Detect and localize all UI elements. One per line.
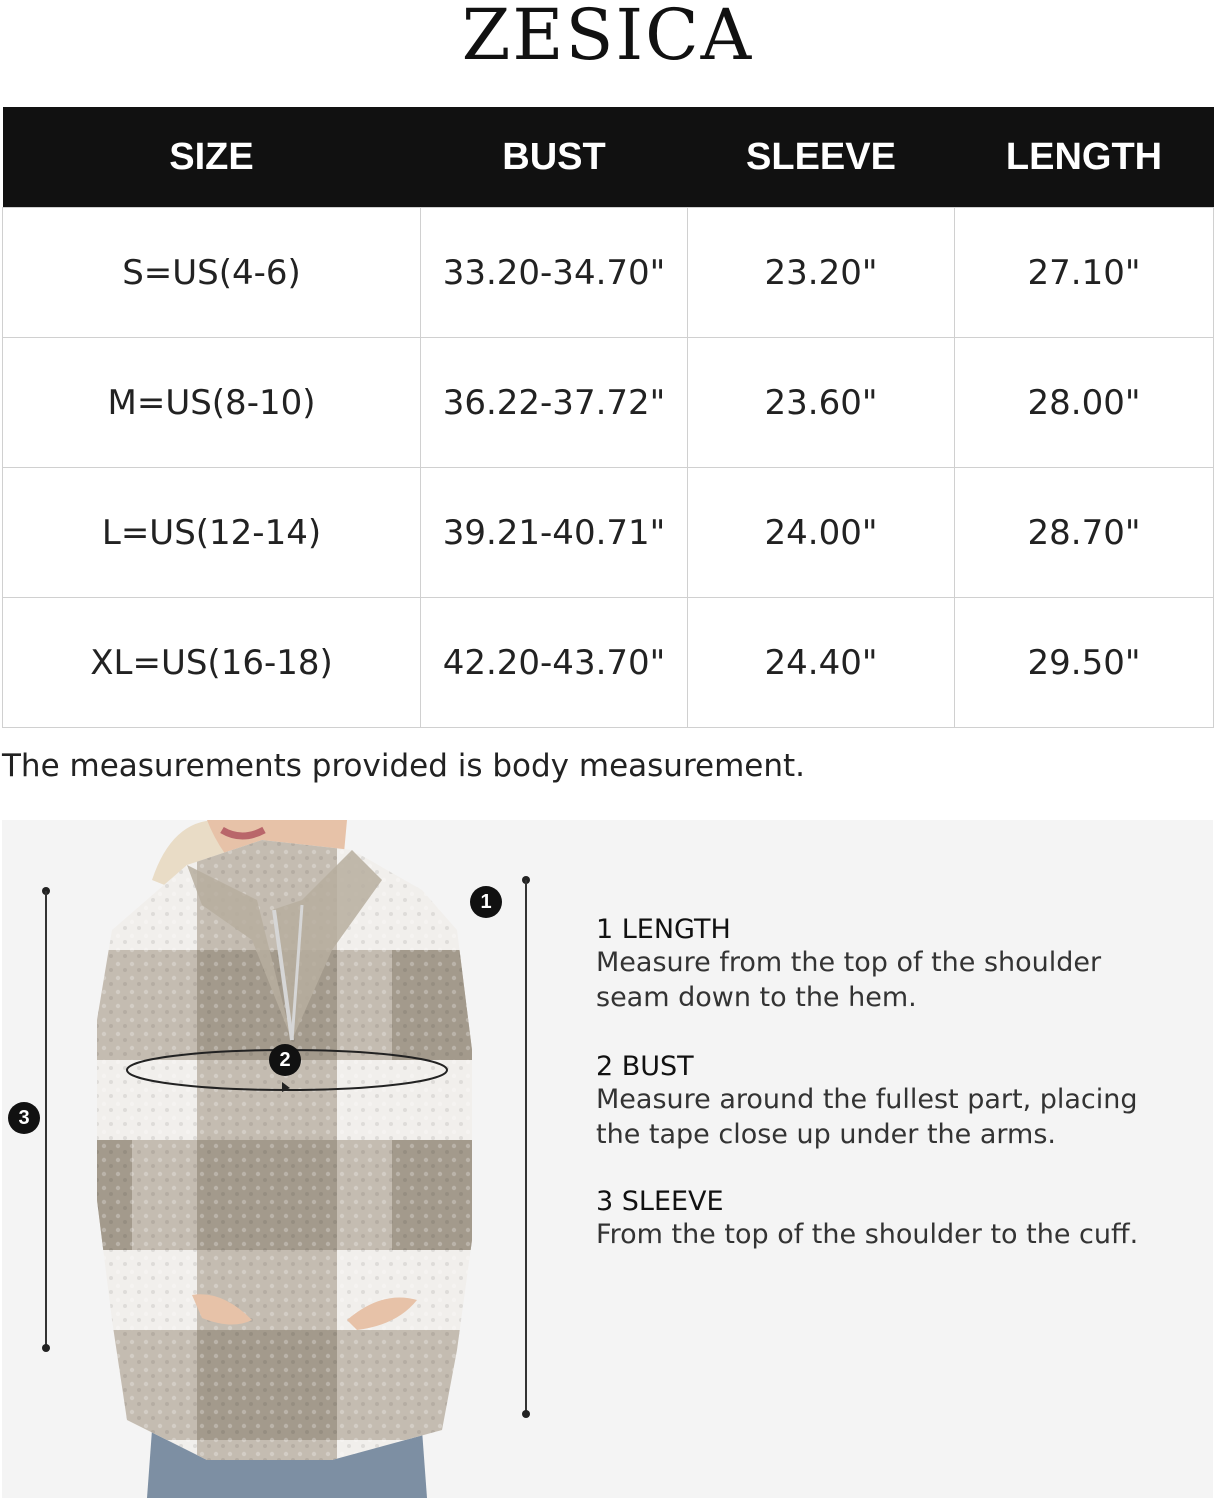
cell-size: M=US(8-10) bbox=[3, 338, 421, 468]
table-row bbox=[3, 208, 1214, 338]
cell-bust: 42.20-43.70" bbox=[421, 598, 688, 728]
cell-size: S=US(4-6) bbox=[3, 208, 421, 338]
cell-bust: 33.20-34.70" bbox=[421, 208, 688, 338]
header-bust: BUST bbox=[421, 107, 688, 208]
cell-length: 29.50" bbox=[955, 598, 1214, 728]
legend-length-desc-line1: Measure from the top of the shoulder bbox=[596, 947, 1102, 978]
badge-3: 3 bbox=[8, 1102, 40, 1134]
model-photo bbox=[2, 820, 562, 1498]
header-length: LENGTH bbox=[955, 107, 1214, 208]
legend-length bbox=[596, 914, 1156, 1015]
cell-sleeve: 24.00" bbox=[688, 468, 955, 598]
legend-length-title: 1 LENGTH bbox=[596, 914, 731, 945]
legend-bust-title: 2 BUST bbox=[596, 1051, 694, 1082]
table-row bbox=[3, 338, 1214, 468]
legend-sleeve bbox=[596, 1186, 1156, 1252]
cell-size: XL=US(16-18) bbox=[3, 598, 421, 728]
cell-sleeve: 23.20" bbox=[688, 208, 955, 338]
badge-2: 2 bbox=[269, 1044, 301, 1076]
cell-bust: 39.21-40.71" bbox=[421, 468, 688, 598]
cell-size: L=US(12-14) bbox=[3, 468, 421, 598]
cell-length: 28.70" bbox=[955, 468, 1214, 598]
measurement-note: The measurements provided is body measurement. bbox=[2, 748, 806, 784]
legend-sleeve-desc-line1: From the top of the shoulder to the cuff. bbox=[596, 1219, 1139, 1250]
legend-bust bbox=[596, 1051, 1156, 1152]
legend-sleeve-title: 3 SLEEVE bbox=[596, 1186, 724, 1217]
cell-sleeve: 24.40" bbox=[688, 598, 955, 728]
legend-bust-desc-line2: the tape close up under the arms. bbox=[596, 1119, 1056, 1150]
header-size: SIZE bbox=[3, 107, 421, 208]
length-guide-line bbox=[525, 880, 527, 1414]
length-guide-bottom-dot bbox=[522, 1410, 530, 1418]
table-row bbox=[3, 598, 1214, 728]
cell-length: 27.10" bbox=[955, 208, 1214, 338]
badge-1: 1 bbox=[470, 886, 502, 918]
legend-bust-desc-line1: Measure around the fullest part, placing bbox=[596, 1084, 1138, 1115]
table-row bbox=[3, 468, 1214, 598]
legend-length-desc-line2: seam down to the hem. bbox=[596, 982, 917, 1013]
sleeve-guide-bottom-dot bbox=[42, 1344, 50, 1352]
cell-bust: 36.22-37.72" bbox=[421, 338, 688, 468]
cell-length: 28.00" bbox=[955, 338, 1214, 468]
sleeve-guide-line bbox=[45, 891, 47, 1348]
size-chart-table bbox=[2, 107, 1214, 728]
brand-logo: ZESICA bbox=[461, 0, 754, 76]
table-header-row bbox=[3, 107, 1214, 208]
header-sleeve: SLEEVE bbox=[688, 107, 955, 208]
cell-sleeve: 23.60" bbox=[688, 338, 955, 468]
